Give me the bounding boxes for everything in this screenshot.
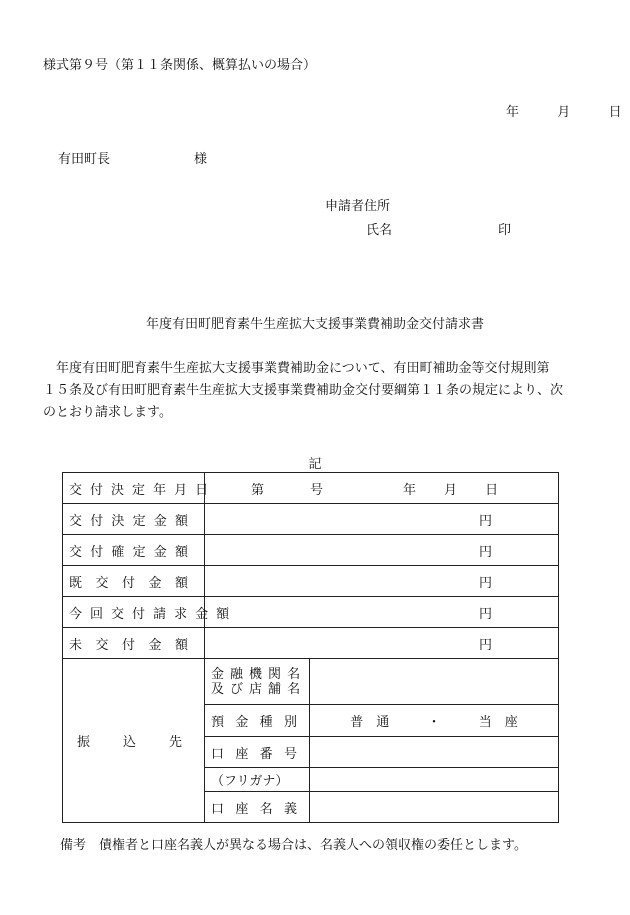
- label-char: 義: [283, 801, 297, 817]
- label-char: 今: [69, 606, 83, 622]
- decision-date-cell[interactable]: 第 号 年 月 日: [205, 473, 559, 504]
- label-char: 交: [95, 575, 109, 591]
- label-char: 年: [153, 482, 167, 498]
- label-char: 決: [111, 513, 125, 529]
- label-char: 種: [259, 715, 273, 730]
- label-char: 定: [132, 513, 146, 529]
- label-char: 舗: [268, 681, 282, 697]
- label-char: 名: [287, 681, 301, 697]
- label-char: 金: [195, 606, 209, 622]
- bank-label: [205, 659, 310, 705]
- request-table: [62, 472, 559, 823]
- label-char: 定: [132, 482, 146, 498]
- table-row: [63, 504, 559, 535]
- label-char: 回: [90, 606, 104, 622]
- applicant-name-label: 氏名: [366, 223, 393, 238]
- table-row: [63, 628, 559, 659]
- applicant-address-label: 申請者住所: [325, 199, 391, 214]
- label-char: 確: [111, 544, 125, 560]
- label-char: 付: [121, 637, 135, 653]
- label-char: 日: [195, 482, 209, 498]
- label-char: 金: [211, 666, 225, 682]
- label-char: 付: [90, 482, 104, 498]
- amount-cell[interactable]: 円: [205, 566, 559, 597]
- label-char: 請: [153, 606, 167, 622]
- label-char: 額: [174, 544, 188, 560]
- body-line-2: １５条及び有田町肥育素牛生産拡大支援事業費補助金交付要綱第１１条の規定により、次: [43, 383, 564, 398]
- note: 備考 債権者と口座名義人が異なる場合は、名義人への領収権の委任とします。: [60, 838, 527, 853]
- row-label: [63, 628, 205, 659]
- label-char: 付: [90, 513, 104, 529]
- row-label: [63, 504, 205, 535]
- account-name-cell[interactable]: [310, 792, 559, 823]
- label-char: 交: [69, 513, 83, 529]
- row-label: [63, 473, 209, 504]
- label-char: 店: [249, 681, 263, 697]
- label-char: 預: [211, 715, 225, 730]
- label-char: 号: [283, 746, 297, 762]
- date-day: 日: [608, 105, 622, 120]
- furigana-label: （フリガナ）: [205, 768, 310, 792]
- body-text: [43, 358, 603, 424]
- label-char: 未: [69, 637, 83, 653]
- table-row: [63, 566, 559, 597]
- label-char: 額: [216, 606, 230, 622]
- addressee-honorific: 様: [194, 152, 208, 167]
- seal-label: 印: [498, 223, 512, 238]
- label-char: 関: [268, 666, 282, 682]
- form-number: 様式第９号（第１１条関係、概算払いの場合）: [43, 58, 317, 73]
- label-char: 交: [95, 637, 109, 653]
- label-char: 及: [211, 681, 225, 697]
- label-char: 口: [211, 801, 225, 817]
- amount-cell[interactable]: 円: [205, 504, 559, 535]
- label-char: 既: [69, 575, 83, 591]
- label-char: び: [230, 681, 244, 697]
- label-char: 座: [235, 801, 249, 817]
- label-char: 金: [148, 637, 162, 653]
- transfer-label: [63, 659, 205, 823]
- amount-cell[interactable]: 円: [205, 535, 559, 566]
- account-number-cell[interactable]: [310, 737, 559, 768]
- date-line: [506, 101, 622, 120]
- label-char: 金: [153, 513, 167, 529]
- label-char: 額: [174, 637, 188, 653]
- label-char: 求: [174, 606, 188, 622]
- label-char: 名: [259, 801, 273, 817]
- ki-heading: 記: [308, 457, 322, 472]
- row-label: [63, 597, 230, 628]
- label-char: 別: [283, 715, 297, 730]
- label-char: 機: [249, 666, 263, 682]
- label-char: 口: [211, 746, 225, 762]
- row-label: [63, 566, 205, 597]
- label-char: 振: [77, 735, 91, 750]
- label-char: 込: [122, 735, 136, 750]
- account-name-label: [205, 792, 310, 823]
- label-char: 金: [148, 575, 162, 591]
- label-char: 名: [287, 666, 301, 682]
- applicant-name-line: [366, 219, 511, 238]
- label-char: 交: [69, 482, 83, 498]
- label-char: 額: [174, 575, 188, 591]
- bank-name-cell[interactable]: [310, 659, 559, 705]
- label-char: 座: [235, 746, 249, 762]
- deposit-type-label: [205, 705, 310, 737]
- label-char: 融: [230, 666, 244, 682]
- date-month: 月: [557, 105, 571, 120]
- date-year: 年: [506, 105, 520, 120]
- account-number-label: [205, 737, 310, 768]
- label-char: 月: [174, 482, 188, 498]
- deposit-type-cell[interactable]: 普 通 ・ 当 座: [310, 705, 559, 737]
- table-row: [63, 535, 559, 566]
- addressee-name: 有田町長: [58, 152, 111, 167]
- label-char: 付: [90, 544, 104, 560]
- label-char: 決: [111, 482, 125, 498]
- table-row: [63, 659, 559, 705]
- label-char: 先: [168, 735, 182, 750]
- amount-cell[interactable]: 円: [205, 628, 559, 659]
- label-char: 交: [111, 606, 125, 622]
- label-char: 付: [121, 575, 135, 591]
- label-char: 額: [174, 513, 188, 529]
- body-line-1: 年度有田町肥育素牛生産拡大支援事業費補助金について、有田町補助金等交付規則第: [43, 361, 550, 376]
- table-row: [63, 597, 559, 628]
- document-title: 年度有田町肥育素牛生産拡大支援事業費補助金交付請求書: [145, 317, 484, 332]
- amount-cell[interactable]: 円: [205, 597, 559, 628]
- table-row: [63, 473, 559, 504]
- label-char: 金: [235, 715, 249, 730]
- label-char: 交: [69, 544, 83, 560]
- label-char: 番: [259, 746, 273, 762]
- label-char: 付: [132, 606, 146, 622]
- row-label: [63, 535, 205, 566]
- label-char: 定: [132, 544, 146, 560]
- addressee: [58, 148, 207, 167]
- label-char: 金: [153, 544, 167, 560]
- body-line-3: のとおり請求します。: [43, 405, 172, 420]
- furigana-cell[interactable]: [310, 768, 559, 792]
